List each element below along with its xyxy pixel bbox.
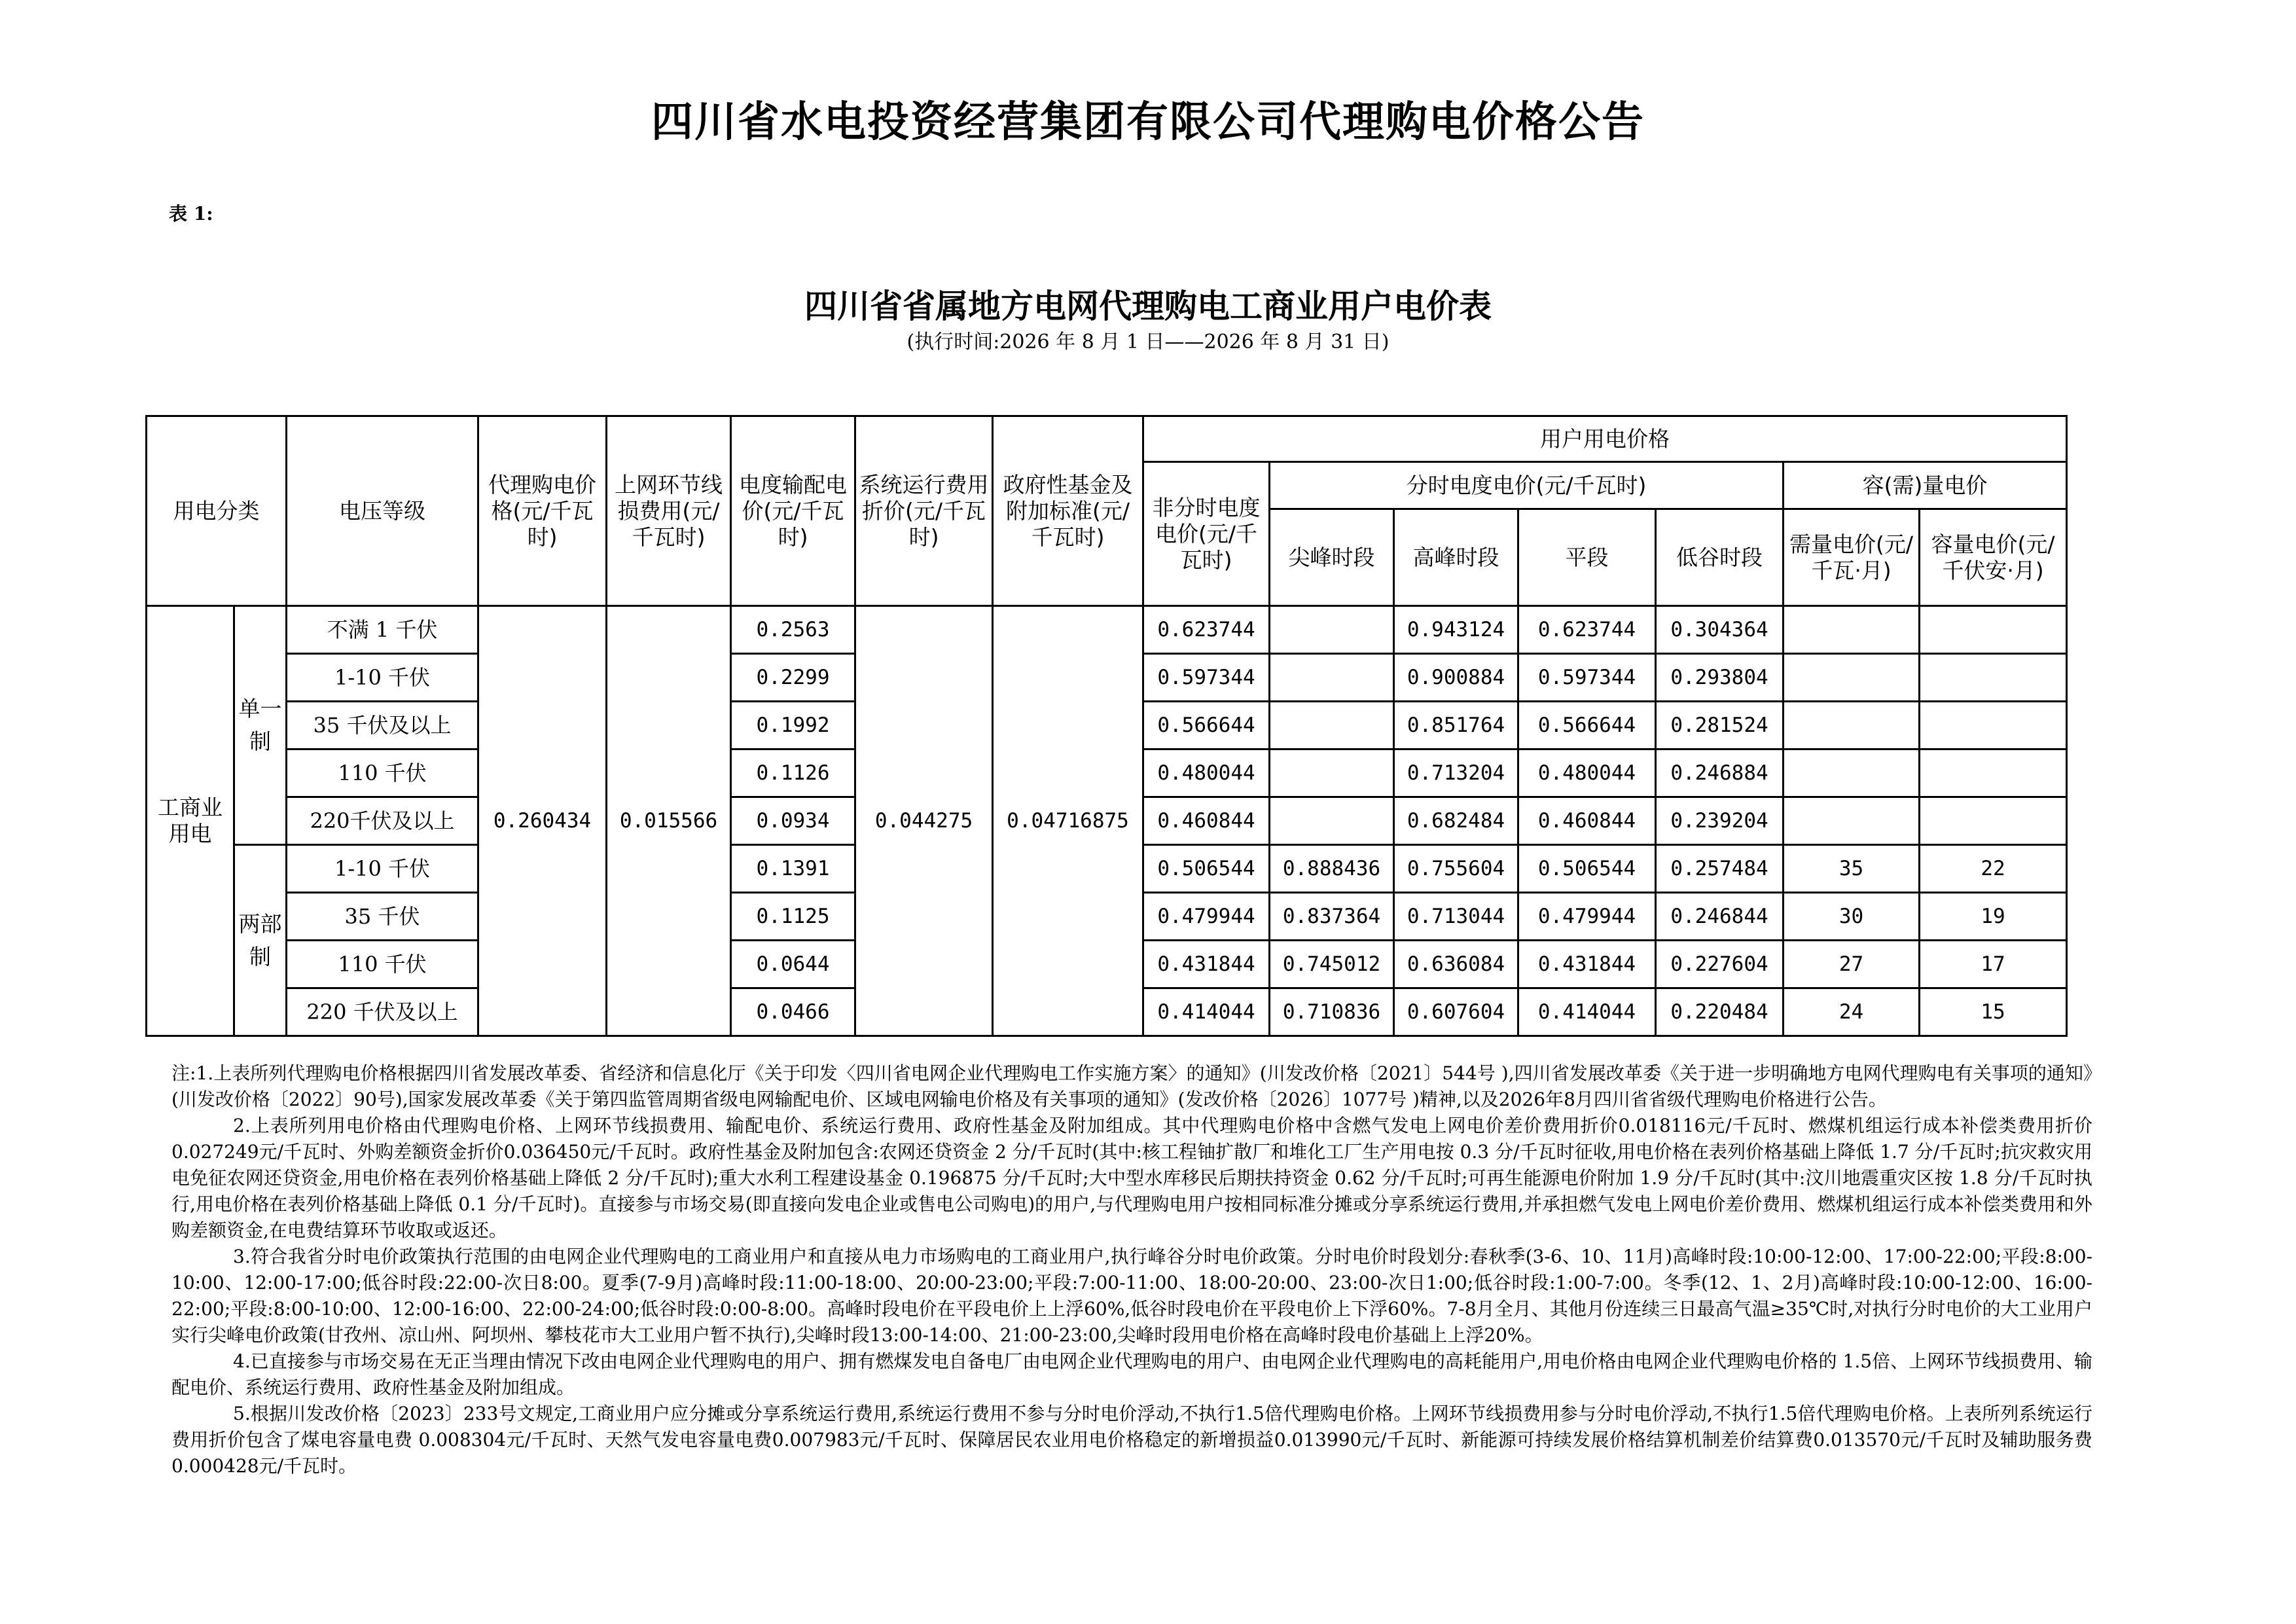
transmission-cell: 0.0466 [731,988,855,1036]
peak-sharp-cell [1270,797,1394,845]
transmission-cell: 0.2299 [731,654,855,702]
transmission-cell: 0.1126 [731,749,855,797]
peak-sharp-cell: 0.888436 [1270,845,1394,893]
header-transmission: 电度输配电价(元/千瓦时) [731,416,855,606]
demand-cell [1784,702,1920,749]
demand-cell: 35 [1784,845,1920,893]
group-cell: 两部制 [234,845,287,1036]
header-non-tou: 非分时电度电价(元/千瓦时) [1143,462,1270,606]
capacity-cell [1920,702,2067,749]
voltage-cell: 220千伏及以上 [287,797,478,845]
category-cell: 工商业用电 [147,606,234,1036]
price-table [145,415,2068,1037]
transmission-cell: 0.1125 [731,893,855,941]
peak-high-cell: 0.755604 [1394,845,1518,893]
header-flat: 平段 [1518,509,1656,606]
peak-high-cell: 0.607604 [1394,988,1518,1036]
capacity-cell: 17 [1920,941,2067,988]
non-tou-cell: 0.414044 [1143,988,1270,1036]
agent-price-cell: 0.260434 [478,606,607,1036]
demand-cell: 24 [1784,988,1920,1036]
peak-high-cell: 0.943124 [1394,606,1518,654]
non-tou-cell: 0.566644 [1143,702,1270,749]
valley-cell: 0.246844 [1656,893,1784,941]
note-item: 5.根据川发改价格〔2023〕233号文规定,工商业用户应分摊或分享系统运行费用,系统运行费用不参与分时电价浮动,不执行1.5倍代理购电价格。上网环节线损费用参与分时电价浮动,不执行1.5倍代理购电价格。上表所列系统运行费用折价包含了煤电容量电费 0.008304元/千瓦时、天然气发电容量电费0.007983元/千瓦时、保障居民农业用电价格稳定的新增损益0.013990元/千瓦时、新能源可持续发展价格结算机制差价结算费0.013570元/千瓦时及辅助服务费0.000428元/千瓦时。 [171,1403,2092,1477]
valley-cell: 0.220484 [1656,988,1784,1036]
document-title: 四川省水电投资经营集团有限公司代理购电价格公告 [651,98,1645,147]
group-cell: 单一制 [234,606,287,845]
note-item: 3.符合我省分时电价政策执行范围的由电网企业代理购电的工商业用户和直接从电力市场购电的工商业用户,执行峰谷分时电价政策。分时电价时段划分:春秋季(3-6、10、11月)高峰时段:10:00-12:00、17:00-22:00;平段:8:00-10:00、12:00-17:00;低谷时段:22:00-次日8:00。夏季(7-9月)高峰时段:11:00-18:00、20:00-23:00;平段:7:00-11:00、18:00-20:00、23:00-次日1:00;低谷时段:1:00-7:00。冬季(12、1、2月)高峰时段:10:00-12:00、16:00-22:00;平段:8:00-10:00、12:00-16:00、22:00-24:00;低谷时段:0:00-8:00。高峰时段电价在平段电价上上浮60%,低谷时段电价在平段电价上下浮60%。7-8月全月、其他月份连续三日最高气温≥35℃时,对执行分时电价的大工业用户实行尖峰电价政策(甘孜州、凉山州、阿坝州、攀枝花市大工业用户暂不执行),尖峰时段13:00-14:00、21:00-23:00,尖峰时段用电价格在高峰时段电价基础上上浮20%。 [171,1246,2092,1346]
header-voltage: 电压等级 [287,416,478,606]
header-user-price: 用户用电价格 [1143,416,2067,462]
voltage-cell: 110 千伏 [287,749,478,797]
execution-period: (执行时间:2026 年 8 月 1 日——2026 年 8 月 31 日) [906,331,1390,353]
capacity-cell [1920,797,2067,845]
flat-cell: 0.623744 [1518,606,1656,654]
valley-cell: 0.227604 [1656,941,1784,988]
flat-cell: 0.479944 [1518,893,1656,941]
voltage-cell: 1-10 千伏 [287,845,478,893]
transmission-cell: 0.1391 [731,845,855,893]
peak-sharp-cell [1270,749,1394,797]
flat-cell: 0.431844 [1518,941,1656,988]
peak-sharp-cell: 0.837364 [1270,893,1394,941]
non-tou-cell: 0.506544 [1143,845,1270,893]
transmission-cell: 0.0934 [731,797,855,845]
peak-high-cell: 0.713204 [1394,749,1518,797]
loss-fee-cell: 0.015566 [607,606,731,1036]
header-capacity: 容(需)量电价 [1784,462,2067,509]
non-tou-cell: 0.479944 [1143,893,1270,941]
peak-sharp-cell [1270,654,1394,702]
header-cap-price: 容量电价(元/千伏安·月) [1920,509,2067,606]
note-item: 注:1.上表所列代理购电价格根据四川省发展改革委、省经济和信息化厅《关于印发〈四川省电网企业代理购电工作实施方案〉的通知》(川发改价格〔2021〕544号 ),四川省发展改革委《关于进一步明确地方电网代理购电有关事项的通知》(川发改价格〔2022〕90号),国家发展改革委《关于第四监管周期省级电网输配电价、区域电网输电价格及有关事项的通知》(发改价格〔2026〕1077号 )精神,以及2026年8月四川省省级代理购电价格进行公告。 [171,1062,2092,1110]
header-category: 用电分类 [147,416,287,606]
header-system-fee: 系统运行费用折价(元/千瓦时) [855,416,993,606]
valley-cell: 0.239204 [1656,797,1784,845]
valley-cell: 0.293804 [1656,654,1784,702]
header-gov-fund: 政府性基金及附加标准(元/千瓦时) [993,416,1143,606]
voltage-cell: 110 千伏 [287,941,478,988]
transmission-cell: 0.2563 [731,606,855,654]
valley-cell: 0.257484 [1656,845,1784,893]
flat-cell: 0.506544 [1518,845,1656,893]
voltage-cell: 35 千伏及以上 [287,702,478,749]
non-tou-cell: 0.460844 [1143,797,1270,845]
header-loss-fee: 上网环节线损费用(元/千瓦时) [607,416,731,606]
capacity-cell [1920,749,2067,797]
flat-cell: 0.414044 [1518,988,1656,1036]
table-title: 四川省省属地方电网代理购电工商业用户电价表 [804,287,1492,325]
flat-cell: 0.480044 [1518,749,1656,797]
non-tou-cell: 0.597344 [1143,654,1270,702]
transmission-cell: 0.1992 [731,702,855,749]
valley-cell: 0.281524 [1656,702,1784,749]
non-tou-cell: 0.623744 [1143,606,1270,654]
flat-cell: 0.460844 [1518,797,1656,845]
capacity-cell: 15 [1920,988,2067,1036]
table-row [147,606,2067,654]
note-item: 4.已直接参与市场交易在无正当理由情况下改由电网企业代理购电的用户、拥有燃煤发电自备电厂由电网企业代理购电的用户、由电网企业代理购电的高耗能用户,用电价格由电网企业代理购电价格的 1.5倍、上网环节线损费用、输配电价、系统运行费用、政府性基金及附加组成。 [171,1350,2092,1398]
header-peak-high: 高峰时段 [1394,509,1518,606]
capacity-cell: 22 [1920,845,2067,893]
capacity-cell [1920,606,2067,654]
peak-sharp-cell: 0.745012 [1270,941,1394,988]
valley-cell: 0.304364 [1656,606,1784,654]
flat-cell: 0.566644 [1518,702,1656,749]
peak-sharp-cell [1270,702,1394,749]
non-tou-cell: 0.431844 [1143,941,1270,988]
peak-high-cell: 0.682484 [1394,797,1518,845]
capacity-cell [1920,654,2067,702]
voltage-cell: 1-10 千伏 [287,654,478,702]
header-peak-sharp: 尖峰时段 [1270,509,1394,606]
non-tou-cell: 0.480044 [1143,749,1270,797]
peak-high-cell: 0.636084 [1394,941,1518,988]
demand-cell [1784,606,1920,654]
peak-high-cell: 0.713044 [1394,893,1518,941]
notes [171,1060,2092,1479]
peak-sharp-cell [1270,606,1394,654]
demand-cell: 27 [1784,941,1920,988]
header-demand: 需量电价(元/千瓦·月) [1784,509,1920,606]
voltage-cell: 不满 1 千伏 [287,606,478,654]
gov-fund-cell: 0.04716875 [993,606,1143,1036]
voltage-cell: 220 千伏及以上 [287,988,478,1036]
demand-cell [1784,749,1920,797]
valley-cell: 0.246884 [1656,749,1784,797]
header-agent-price: 代理购电价格(元/千瓦时) [478,416,607,606]
header-tou: 分时电度电价(元/千瓦时) [1270,462,1784,509]
peak-sharp-cell: 0.710836 [1270,988,1394,1036]
peak-high-cell: 0.900884 [1394,654,1518,702]
header-valley: 低谷时段 [1656,509,1784,606]
demand-cell [1784,797,1920,845]
note-item: 2.上表所列用电价格由代理购电价格、上网环节线损费用、输配电价、系统运行费用、政府性基金及附加组成。其中代理购电价格中含燃气发电上网电价差价费用折价0.018116元/千瓦时、燃煤机组运行成本补偿类费用折价0.027249元/千瓦时、外购差额资金折价0.036450元/千瓦时。政府性基金及附加包含:农网还贷资金 2 分/千瓦时(其中:核工程铀扩散厂和堆化工厂生产用电按 0.3 分/千瓦时征收,用电价格在表列价格基础上降低 1.7 分/千瓦时;抗灾救灾用电免征农网还贷资金,用电价格在表列价格基础上降低 2 分/千瓦时);重大水利工程建设基金 0.196875 分/千瓦时;大中型水库移民后期扶持资金 0.62 分/千瓦时;可再生能源电价附加 1.9 分/千瓦时(其中:汶川地震重灾区按 1.8 分/千瓦时执行,用电价格在表列价格基础上降低 0.1 分/千瓦时)。直接参与市场交易(即直接向发电企业或售电公司购电)的用户,与代理购电用户按相同标准分摊或分享系统运行费用,并承担燃气发电上网电价差价费用、燃煤机组运行成本补偿类费用和外购差额资金,在电费结算环节收取或返还。 [171,1115,2092,1241]
system-fee-cell: 0.044275 [855,606,993,1036]
flat-cell: 0.597344 [1518,654,1656,702]
voltage-cell: 35 千伏 [287,893,478,941]
table-label: 表 1: [169,203,213,225]
transmission-cell: 0.0644 [731,941,855,988]
demand-cell: 30 [1784,893,1920,941]
capacity-cell: 19 [1920,893,2067,941]
peak-high-cell: 0.851764 [1394,702,1518,749]
demand-cell [1784,654,1920,702]
